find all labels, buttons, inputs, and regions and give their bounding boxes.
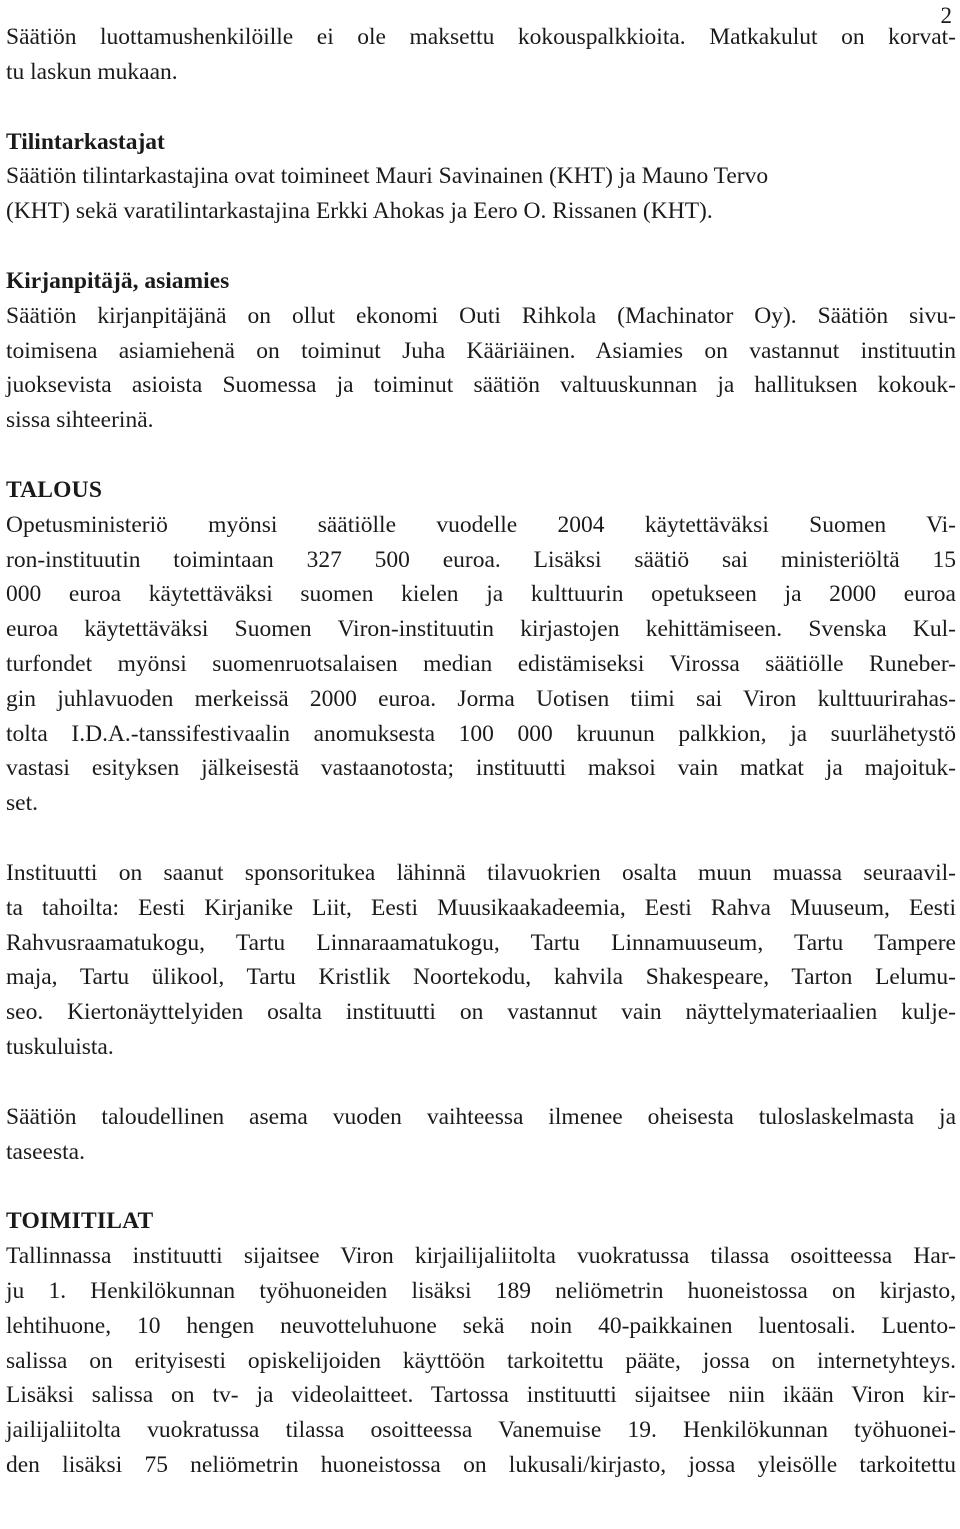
text-line: toimisena asiamiehenä on toiminut Juha Kääriäinen. Asiamies on vastannut instituutin: [6, 337, 956, 364]
text-line: Säätiön kirjanpitäjänä on ollut ekonomi Outi Rihkola (Machinator Oy). Säätiön sivu-: [6, 302, 956, 329]
text-line: set.: [6, 790, 38, 817]
section-heading: Tilintarkastajat: [6, 128, 165, 155]
text-line: tuskuluista.: [6, 1033, 114, 1060]
text-line: seo. Kiertonäyttelyiden osalta instituutti on vastannut vain näyttelymateriaalien kulje-: [6, 999, 956, 1026]
text-line: Instituutti on saanut sponsoritukea lähinnä tilavuokrien osalta muun muassa seuraavil-: [6, 859, 956, 886]
text-line: juoksevista asioista Suomessa ja toiminut säätiön valtuuskunnan ja hallituksen kokouk-: [6, 372, 956, 399]
text-line: (KHT) sekä varatilintarkastajina Erkki Ahokas ja Eero O. Rissanen (KHT).: [6, 198, 713, 225]
section-heading: TOIMITILAT: [6, 1208, 154, 1235]
text-line: taseesta.: [6, 1138, 85, 1165]
text-line: maja, Tartu ülikool, Tartu Kristlik Noortekodu, kahvila Shakespeare, Tarton Lelumu-: [6, 964, 956, 991]
financial-position-paragraph: [6, 1100, 956, 1170]
text-line: Säätiön luottamushenkilöille ei ole maksettu kokouspalkkioita. Matkakulut on korvat-: [6, 24, 956, 50]
text-line: Säätiön tilintarkastajina ovat toimineet Mauri Savinainen (KHT) ja Mauno Tervo: [6, 163, 769, 190]
text-line: Rahvusraamatukogu, Tartu Linnaraamatukogu, Tartu Linnamuuseum, Tartu Tampere: [6, 929, 956, 956]
section-heading: Kirjanpitäjä, asiamies: [6, 267, 230, 294]
text-line: ju 1. Henkilökunnan työhuoneiden lisäksi 189 neliömetrin huoneistossa on kirjasto,: [6, 1277, 956, 1304]
premises-section: [6, 1204, 956, 1482]
intro-paragraph: [6, 20, 956, 90]
section-heading: TALOUS: [6, 476, 103, 503]
text-line: salissa on erityisesti opiskelijoiden käyttöön tarkoitettu pääte, jossa on internetyhteys.: [6, 1347, 956, 1374]
text-line: Säätiön taloudellinen asema vuoden vaihteessa ilmenee oheisesta tuloslaskelmasta ja: [6, 1103, 956, 1130]
text-line: turfondet myönsi suomenruotsalaisen median edistämiseksi Virossa säätiölle Runeber-: [6, 650, 956, 677]
text-line: ron-instituutin toimintaan 327 500 euroa. Lisäksi säätiö sai ministeriöltä 15: [6, 546, 956, 573]
text-line: jailijaliitolta vuokratussa tilassa osoitteessa Vanemuise 19. Henkilökunnan työhuonei-: [6, 1417, 956, 1444]
page-number: 2: [940, 3, 952, 28]
sponsorship-paragraph: [6, 856, 956, 1065]
text-line: Tallinnassa instituutti sijaitsee Viron kirjailijaliitolta vuokratussa tilassa osoitteessa Har-: [6, 1243, 956, 1270]
auditors-section: [6, 125, 956, 229]
text-line: vastasi esityksen jälkeisestä vastaanotosta; instituutti maksoi vain matkat ja majoituk-: [6, 755, 956, 782]
text-line: lehtihuone, 10 hengen neuvotteluhuone sekä noin 40-paikkainen luentosali. Luento-: [6, 1312, 956, 1339]
text-line: gin juhlavuoden merkeissä 2000 euroa. Jorma Uotisen tiimi sai Viron kulttuurirahas-: [6, 685, 956, 712]
text-line: tu laskun mukaan.: [6, 58, 178, 85]
text-line: euroa käytettäväksi Suomen Viron-instituutin kirjastojen kehittämiseen. Svenska Kul-: [6, 616, 956, 643]
text-line: 000 euroa käytettäväksi suomen kielen ja kulttuurin opetukseen ja 2000 euroa: [6, 581, 956, 608]
text-line: ta tahoilta: Eesti Kirjanike Liit, Eesti Muusikaakadeemia, Eesti Rahva Muuseum, Eesti: [6, 894, 956, 921]
document-page: [6, 20, 956, 1483]
finance-section: [6, 473, 956, 821]
text-line: den lisäksi 75 neliömetrin huoneistossa on lukusali/kirjasto, jossa yleisölle tarkoitettu: [6, 1451, 956, 1478]
text-line: tolta I.D.A.-tanssifestivaalin anomuksesta 100 000 kruunun palkkion, ja suurlähetystö: [6, 720, 956, 747]
text-line: sissa sihteerinä.: [6, 407, 154, 434]
accountant-section: [6, 264, 956, 438]
text-line: Opetusministeriö myönsi säätiölle vuodelle 2004 käytettäväksi Suomen Vi-: [6, 511, 956, 538]
text-line: Lisäksi salissa on tv- ja videolaitteet. Tartossa instituutti sijaitsee niin ikään Viron kir-: [6, 1382, 956, 1409]
